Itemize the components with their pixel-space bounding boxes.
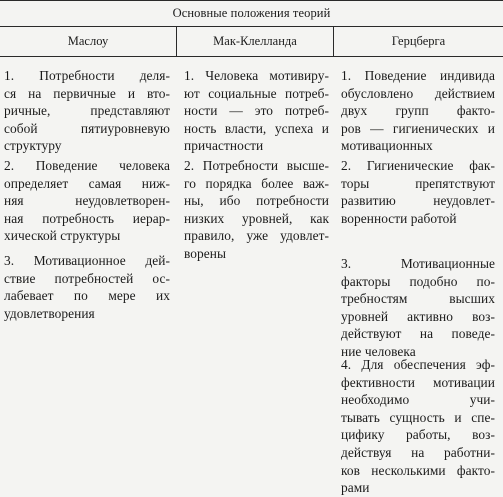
header-mcclelland: Мак-Клелланда xyxy=(213,34,297,48)
cell-line: торы препятствуют xyxy=(341,175,495,191)
cell-line: ны, ибо потребности xyxy=(184,193,329,209)
cell-line: тывать сущность и спе- xyxy=(341,409,495,425)
cell-line: определяет самая ниж- xyxy=(4,175,170,191)
cell-line: 1. Человека мотивиру- xyxy=(184,68,329,83)
cell-line: 1. Потребности деля- xyxy=(4,68,170,83)
cell-line: 4. Для обеспечения эф- xyxy=(341,357,495,372)
cell-line: требностям высших xyxy=(341,291,495,307)
cell-line: 1. Поведение индивида xyxy=(341,68,495,83)
cell-line: мотивационных xyxy=(341,138,433,154)
cell-line: структуру xyxy=(4,138,62,154)
cell-line: 2. Поведение человека xyxy=(4,158,170,173)
herzberg-point-2 xyxy=(341,157,495,227)
cell-line: ричные, представляют xyxy=(4,103,170,119)
cell-line: ров — гигиенических и xyxy=(341,120,495,136)
cell-line: причастности xyxy=(184,138,264,154)
mcclelland-point-1 xyxy=(184,67,329,155)
herzberg-point-1 xyxy=(341,67,495,155)
maslow-point-3 xyxy=(4,252,170,322)
cell-line: воренности работой xyxy=(341,210,457,226)
herzberg-point-4 xyxy=(341,356,495,497)
cell-line: ности — это потреб- xyxy=(184,103,329,119)
cell-line: 3. Мотивационное дей- xyxy=(4,253,170,268)
cell-line: лабевает по мере их xyxy=(4,288,170,304)
header-divider-1 xyxy=(176,27,177,56)
herzberg-point-3 xyxy=(341,255,495,361)
cell-line: няя неудовлетворен- xyxy=(4,193,170,209)
cell-line: фективности мотивации xyxy=(341,374,495,390)
cell-line: двух групп факто- xyxy=(341,103,495,119)
maslow-point-2 xyxy=(4,157,170,245)
cell-line: низких уровней, как xyxy=(184,210,329,226)
cell-line: цифику работы, воз- xyxy=(341,427,495,443)
cell-line: ков несколькими факто- xyxy=(341,462,495,478)
cell-line: обусловлено действием xyxy=(341,85,495,101)
cell-line: удовлетворения xyxy=(4,305,95,321)
cell-line: 3. Мотивационные xyxy=(341,256,495,271)
cell-line: ность власти, успеха и xyxy=(184,120,329,136)
cell-line: 2. Гигиенические фак- xyxy=(341,158,495,173)
mcclelland-point-2 xyxy=(184,157,329,263)
cell-line: рами xyxy=(341,480,370,496)
cell-line: правило, уже удовлет- xyxy=(184,228,329,244)
header-maslow: Маслоу xyxy=(67,34,109,48)
table-header-row xyxy=(0,27,503,57)
cell-line: ся на первичные и вто- xyxy=(4,85,170,101)
maslow-point-1 xyxy=(4,67,170,155)
header-herzberg: Герцберга xyxy=(391,34,446,48)
cell-line: 2. Потребности высше- xyxy=(184,158,329,173)
cell-line: го порядка более важ- xyxy=(184,175,329,191)
header-divider-2 xyxy=(333,27,334,56)
cell-line: развитию неудовлет- xyxy=(341,193,495,209)
cell-line: ют социальные потреб- xyxy=(184,85,329,101)
cell-line: факторы подобно по- xyxy=(341,273,495,289)
cell-line: собой пятиуровневую xyxy=(4,120,170,136)
cell-line: ствие потребностей ос- xyxy=(4,270,170,286)
cell-line: ние человека xyxy=(341,343,416,359)
cell-line: действуют на поведе- xyxy=(341,326,495,342)
cell-line: необходимо учи- xyxy=(341,392,495,408)
cell-line: хической структуры xyxy=(4,228,121,244)
cell-line: ворены xyxy=(184,245,227,261)
table-caption: Основные положения теорий xyxy=(0,0,503,27)
cell-line: уровней активно воз- xyxy=(341,308,495,324)
cell-line: ная потребность иерар- xyxy=(4,210,170,226)
cell-line: действуя на работни- xyxy=(341,444,495,460)
